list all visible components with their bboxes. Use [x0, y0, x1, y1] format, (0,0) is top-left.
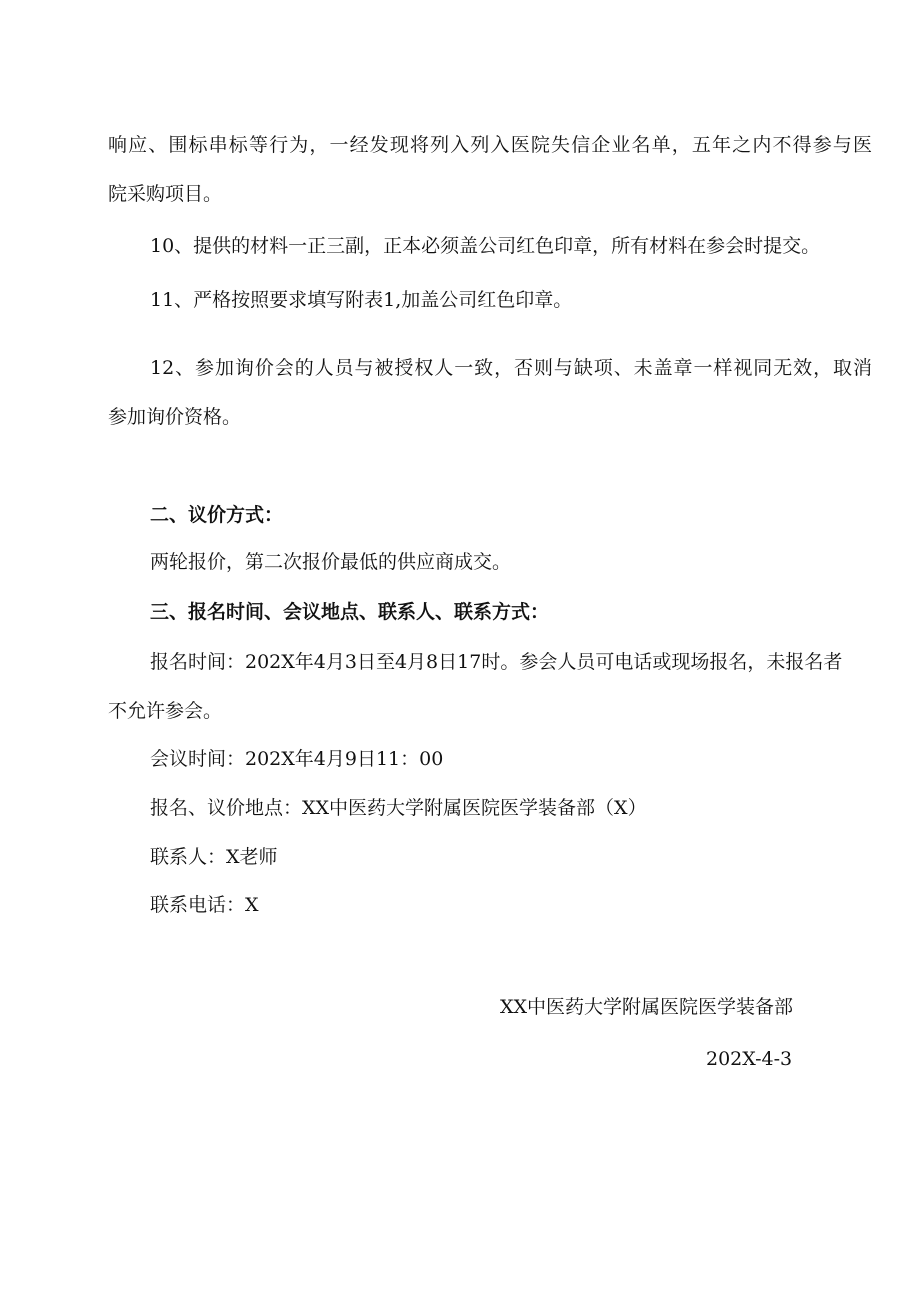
registration-time-line-1: 报名时间：202X年4月3日至4月8日17时。参会人员可电话或现场报名，未报名者 — [150, 651, 843, 673]
signature-organization: XX中医药大学附属医院医学装备部 — [500, 996, 794, 1018]
section-3-heading: 三、报名时间、会议地点、联系人、联系方式： — [150, 601, 550, 623]
contact-person: 联系人：X老师 — [150, 846, 278, 868]
clause-12-line-1: 12、参加询价会的人员与被授权人一致，否则与缺项、未盖章一样视同无效，取消 — [150, 357, 872, 379]
clause-12-line-2: 参加询价资格。 — [108, 406, 242, 428]
clause-11: 11、严格按照要求填写附表1,加盖公司红色印章。 — [150, 289, 573, 311]
meeting-location: 报名、议价地点：XX中医药大学附属医院医学装备部（X） — [150, 797, 647, 819]
contact-phone: 联系电话：X — [150, 894, 259, 916]
clause-9-line-1: 响应、围标串标等行为，一经发现将列入列入医院失信企业名单，五年之内不得参与医 — [108, 134, 872, 156]
signature-date: 202X-4-3 — [706, 1048, 793, 1070]
registration-time-line-2: 不允许参会。 — [108, 700, 223, 722]
section-2-body: 两轮报价，第二次报价最低的供应商成交。 — [150, 551, 512, 573]
section-2-heading: 二、议价方式： — [150, 504, 284, 526]
clause-10: 10、提供的材料一正三副，正本必须盖公司红色印章，所有材料在参会时提交。 — [150, 235, 821, 257]
clause-9-line-2: 院采购项目。 — [108, 183, 223, 205]
meeting-time: 会议时间：202X年4月9日11：00 — [150, 748, 444, 770]
